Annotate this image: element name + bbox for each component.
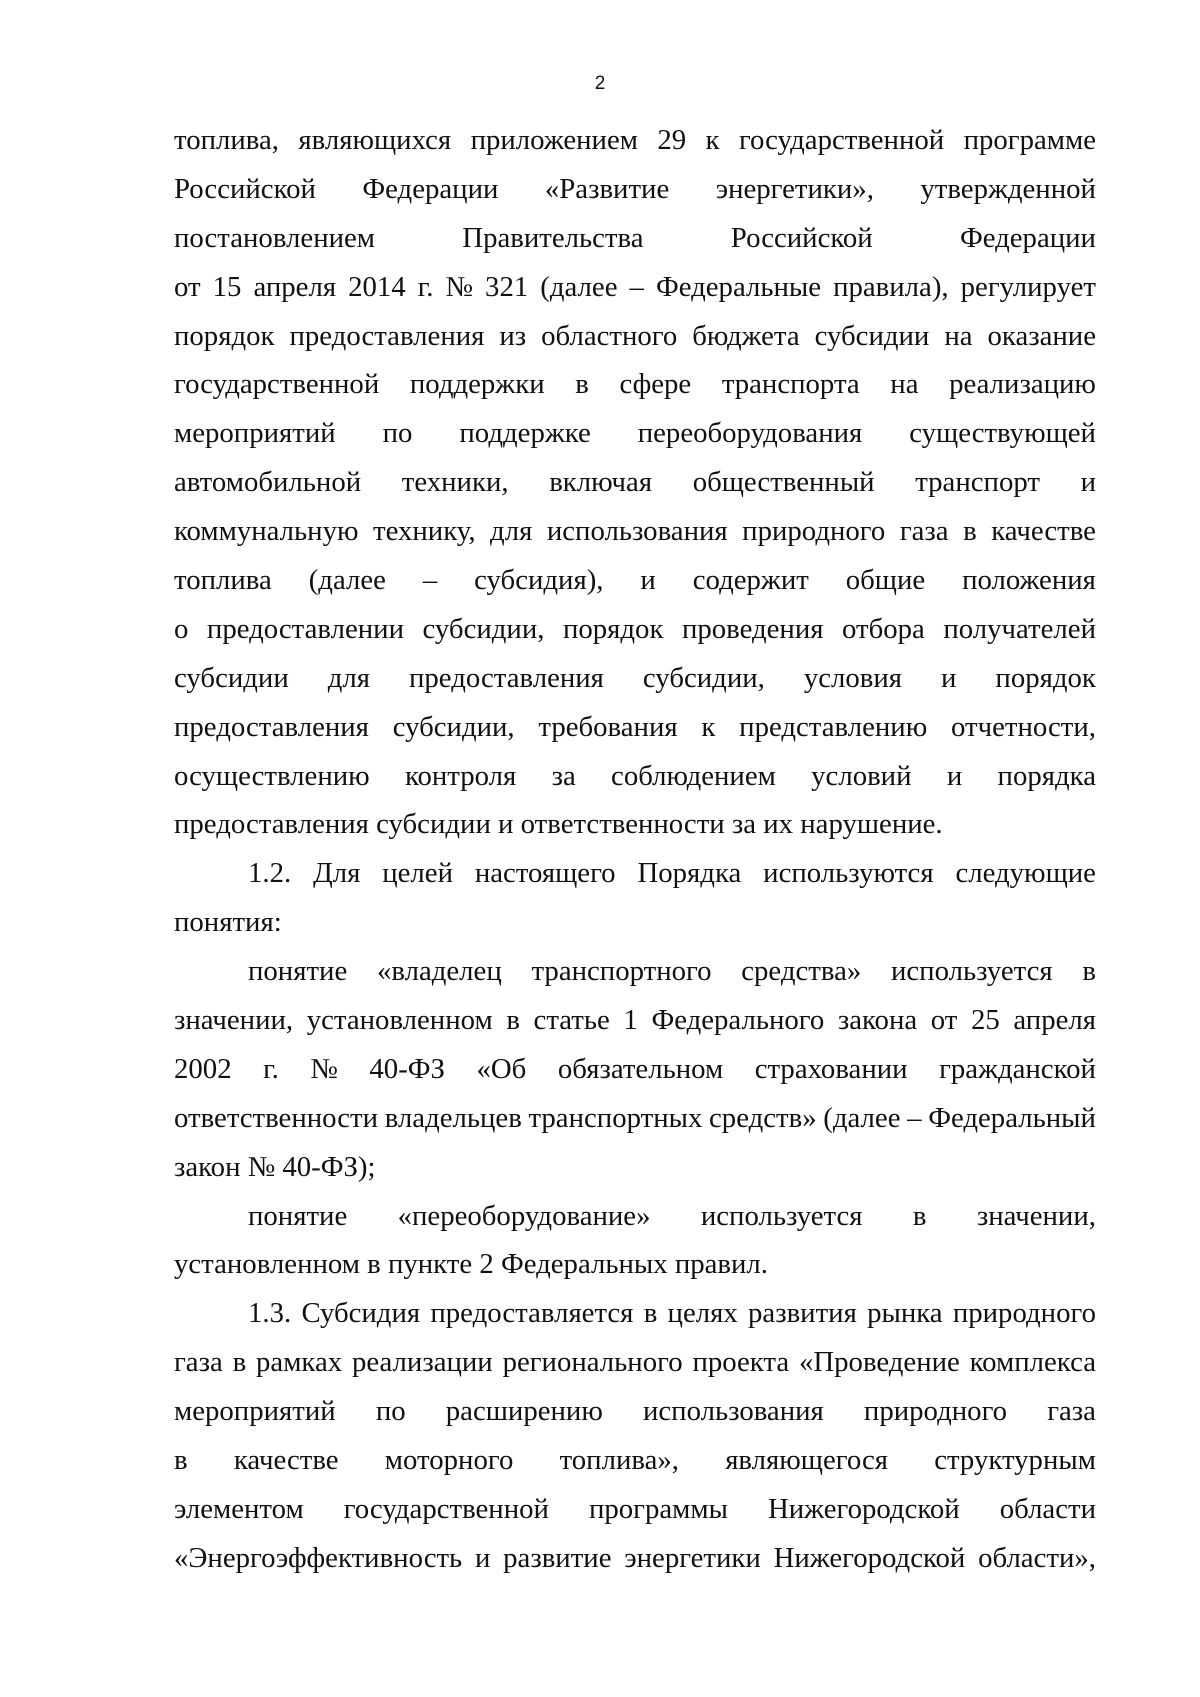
word: порядок	[174, 319, 275, 352]
word: апреля	[1013, 1004, 1096, 1037]
word: 25	[970, 1004, 1000, 1037]
word: Российской	[174, 172, 316, 205]
word: положения	[962, 564, 1096, 597]
word: энергетики	[624, 1541, 761, 1574]
word: природного	[742, 515, 886, 548]
word: комплекса	[969, 1346, 1096, 1379]
word: 2014	[348, 270, 406, 303]
word: правила),	[833, 270, 949, 303]
word: использования	[546, 515, 728, 548]
text-line	[174, 1534, 1096, 1583]
word: государственной	[738, 124, 945, 156]
word: Федеральные	[655, 270, 822, 303]
word: транспорт	[915, 466, 1040, 499]
text-line	[174, 116, 1096, 165]
word: моторного	[384, 1444, 514, 1477]
word: «Энергоэффективность	[174, 1541, 463, 1574]
text-line	[174, 1192, 1096, 1241]
word: средств»	[709, 1101, 817, 1134]
word: к	[705, 124, 720, 156]
word: условия	[803, 661, 903, 694]
word: мероприятий	[174, 1395, 336, 1428]
text-line	[174, 409, 1096, 458]
word: условий	[811, 759, 912, 792]
line-text: установленном в пункте 2 Федеральных правил.	[174, 1248, 769, 1281]
word: проекта	[692, 1346, 790, 1379]
word: Федеральный	[928, 1101, 1096, 1134]
word: субсидии,	[642, 661, 765, 694]
word: области»,	[978, 1541, 1096, 1574]
word: использования	[642, 1395, 824, 1428]
text-line	[174, 263, 1096, 312]
word: проведения	[681, 612, 824, 645]
word: Российской	[730, 221, 873, 254]
word: Для	[313, 857, 361, 890]
word: порядок	[562, 612, 664, 645]
word: «переоборудование»	[397, 1199, 651, 1232]
word: предоставляется	[430, 1297, 634, 1330]
text-line	[174, 947, 1096, 996]
text-line	[174, 1289, 1096, 1338]
word: от	[174, 270, 201, 303]
word: 321	[485, 270, 529, 303]
word: контроля	[404, 759, 517, 792]
word: субсидии,	[422, 612, 545, 645]
text-line	[174, 898, 1096, 947]
word: на	[890, 368, 919, 401]
word: ответственности	[174, 1101, 379, 1134]
text-line	[174, 214, 1096, 263]
word: апреля	[253, 270, 337, 303]
word: в	[963, 515, 977, 548]
word: техники,	[401, 466, 509, 499]
line-text: понятия:	[174, 906, 282, 939]
word: предоставлении	[206, 612, 404, 645]
text-line	[174, 1045, 1096, 1094]
word: постановлением	[174, 221, 376, 254]
text-line	[174, 165, 1096, 214]
word: понятие	[248, 955, 348, 988]
word: приложением	[470, 124, 638, 156]
word: предоставления	[409, 661, 604, 694]
page-number: 2	[594, 73, 606, 94]
word: технику,	[373, 515, 476, 548]
word: на	[944, 319, 973, 352]
word: Федерации	[959, 221, 1096, 254]
word: поддержке	[459, 417, 591, 450]
text-line	[174, 1387, 1096, 1436]
text-line	[174, 605, 1096, 654]
word: газа	[174, 1346, 223, 1379]
word: субсидии	[814, 319, 930, 352]
word: настоящего	[474, 857, 616, 890]
text-line	[174, 312, 1096, 361]
text-line	[174, 507, 1096, 556]
text-line	[174, 752, 1096, 801]
word: 29	[657, 124, 687, 156]
word: (далее	[308, 564, 386, 597]
word: для	[327, 661, 371, 694]
word: соблюдением	[611, 759, 776, 792]
word: (далее	[540, 270, 618, 303]
word: регулирует	[960, 270, 1096, 303]
word: рынка	[867, 1297, 943, 1330]
word: автомобильной	[174, 466, 362, 499]
word: природного	[863, 1395, 1008, 1428]
word: общественный	[692, 466, 875, 499]
word: программе	[963, 124, 1096, 156]
word: «Об	[476, 1052, 527, 1085]
word: транспортных	[528, 1101, 703, 1134]
word: Субсидия	[301, 1297, 421, 1330]
word: по	[375, 1395, 406, 1428]
text-line	[174, 360, 1096, 409]
word: поддержки	[409, 368, 545, 401]
word: и	[640, 564, 656, 597]
word: структурным	[934, 1444, 1096, 1477]
word: установленном	[306, 1004, 493, 1037]
word: природного	[952, 1297, 1096, 1330]
word: Порядка	[637, 857, 742, 890]
text-line	[174, 654, 1096, 703]
word: газа	[1047, 1395, 1096, 1428]
word: г.	[417, 270, 434, 303]
text-line	[174, 703, 1096, 752]
word: используются	[763, 857, 934, 890]
word: порядок	[995, 661, 1096, 694]
word: по	[382, 417, 413, 450]
word: государственной	[343, 1492, 549, 1525]
word: –	[422, 564, 438, 597]
word: сфере	[619, 368, 692, 401]
word: топлива»,	[559, 1444, 679, 1477]
word: отбора	[841, 612, 925, 645]
word: Правительства	[462, 221, 644, 254]
word: транспорта	[721, 368, 860, 401]
word: получателей	[943, 612, 1096, 645]
word: значении,	[174, 1004, 294, 1037]
word: (далее	[823, 1101, 901, 1134]
word: бюджета	[692, 319, 800, 352]
word: средства»	[741, 955, 862, 988]
text-line	[174, 1240, 1096, 1289]
word: содержит	[692, 564, 809, 597]
word: в	[643, 1297, 658, 1330]
word: целях	[667, 1297, 738, 1330]
text-line	[174, 800, 1096, 849]
word: 40-ФЗ	[369, 1052, 445, 1085]
document-body	[174, 116, 1096, 1583]
line-text: предоставления субсидии и ответственности за их нарушение.	[174, 808, 943, 841]
word: порядка	[997, 759, 1096, 792]
word: в	[575, 368, 589, 401]
word: и	[1080, 466, 1096, 499]
word: регионального	[502, 1346, 683, 1379]
word: областного	[541, 319, 678, 352]
word: топлива	[174, 564, 272, 597]
word: существующей	[909, 417, 1096, 450]
word: в	[1082, 955, 1096, 988]
word: развития	[748, 1297, 857, 1330]
word: транспортного	[531, 955, 712, 988]
word: 2002	[174, 1052, 232, 1085]
word: 15	[212, 270, 242, 303]
word: «владелец	[376, 955, 502, 988]
word: 1.2.	[248, 857, 292, 890]
word: за	[551, 759, 576, 792]
word: используется	[890, 955, 1053, 988]
word: статье	[533, 1004, 610, 1037]
text-line	[174, 1485, 1096, 1534]
text-line	[174, 1094, 1096, 1143]
word: предоставления	[174, 710, 369, 743]
word: 1	[623, 1004, 638, 1037]
word: отчетности,	[951, 710, 1096, 743]
word: являющихся	[298, 124, 452, 156]
word: гражданской	[939, 1052, 1096, 1085]
word: государственной	[174, 368, 380, 401]
word: требования	[538, 710, 678, 743]
word: и	[946, 759, 963, 792]
word: качестве	[233, 1444, 339, 1477]
text-line	[174, 996, 1096, 1045]
word: для	[490, 515, 533, 548]
word: Федерации	[362, 172, 499, 205]
word: Нижегородской	[773, 1541, 966, 1574]
word: энергетики»,	[715, 172, 874, 205]
word: в	[912, 1199, 927, 1232]
word: значении,	[976, 1199, 1096, 1232]
word: и	[941, 661, 957, 694]
word: и	[474, 1541, 491, 1574]
word: расширению	[445, 1395, 603, 1428]
text-line	[174, 1338, 1096, 1387]
word: рамках	[256, 1346, 343, 1379]
word: программы	[588, 1492, 728, 1525]
word: утвержденной	[920, 172, 1096, 205]
word: оказание	[987, 319, 1096, 352]
line-text: закон № 40-ФЗ);	[174, 1150, 376, 1183]
word: «Развитие	[544, 172, 670, 205]
word: реализацию	[949, 368, 1096, 401]
word: «Проведение	[798, 1346, 960, 1379]
text-line	[174, 556, 1096, 605]
word: –	[629, 270, 644, 303]
word: используется	[700, 1199, 863, 1232]
word: страховании	[754, 1052, 908, 1085]
word: элементом	[174, 1492, 304, 1525]
text-line	[174, 849, 1096, 898]
word: являющегося	[725, 1444, 888, 1477]
word: субсидия),	[474, 564, 604, 597]
word: развитие	[503, 1541, 612, 1574]
word: из	[499, 319, 527, 352]
word: закона	[837, 1004, 918, 1037]
word: 1.3.	[248, 1297, 292, 1330]
word: коммунальную	[174, 515, 359, 548]
word: области	[999, 1492, 1096, 1525]
word: №	[445, 270, 474, 303]
word: в	[506, 1004, 520, 1037]
word: мероприятий	[174, 417, 336, 450]
word: реализации	[351, 1346, 493, 1379]
word: –	[907, 1101, 922, 1134]
text-line	[174, 1143, 1096, 1192]
word: в	[174, 1444, 188, 1477]
word: г.	[263, 1052, 279, 1085]
word: газа	[899, 515, 949, 548]
word: понятие	[248, 1199, 348, 1232]
word: качестве	[991, 515, 1096, 548]
word: Федерального	[651, 1004, 825, 1037]
word: топлива,	[174, 124, 279, 156]
word: предоставления	[289, 319, 485, 352]
word: общие	[845, 564, 926, 597]
word: к	[701, 710, 716, 743]
word: включая	[549, 466, 653, 499]
text-line	[174, 1436, 1096, 1485]
word: следующие	[955, 857, 1096, 890]
word: представлению	[739, 710, 928, 743]
word: осуществлению	[174, 759, 370, 792]
word: субсидии	[174, 661, 289, 694]
word: целей	[382, 857, 453, 890]
word: обязательном	[557, 1052, 724, 1085]
word: о	[174, 612, 189, 645]
word: владельцев	[384, 1101, 522, 1134]
word: в	[232, 1346, 247, 1379]
word: субсидии,	[392, 710, 515, 743]
text-line	[174, 458, 1096, 507]
word: №	[310, 1052, 338, 1085]
word: Нижегородской	[767, 1492, 960, 1525]
word: переоборудования	[637, 417, 863, 450]
word: от	[930, 1004, 958, 1037]
